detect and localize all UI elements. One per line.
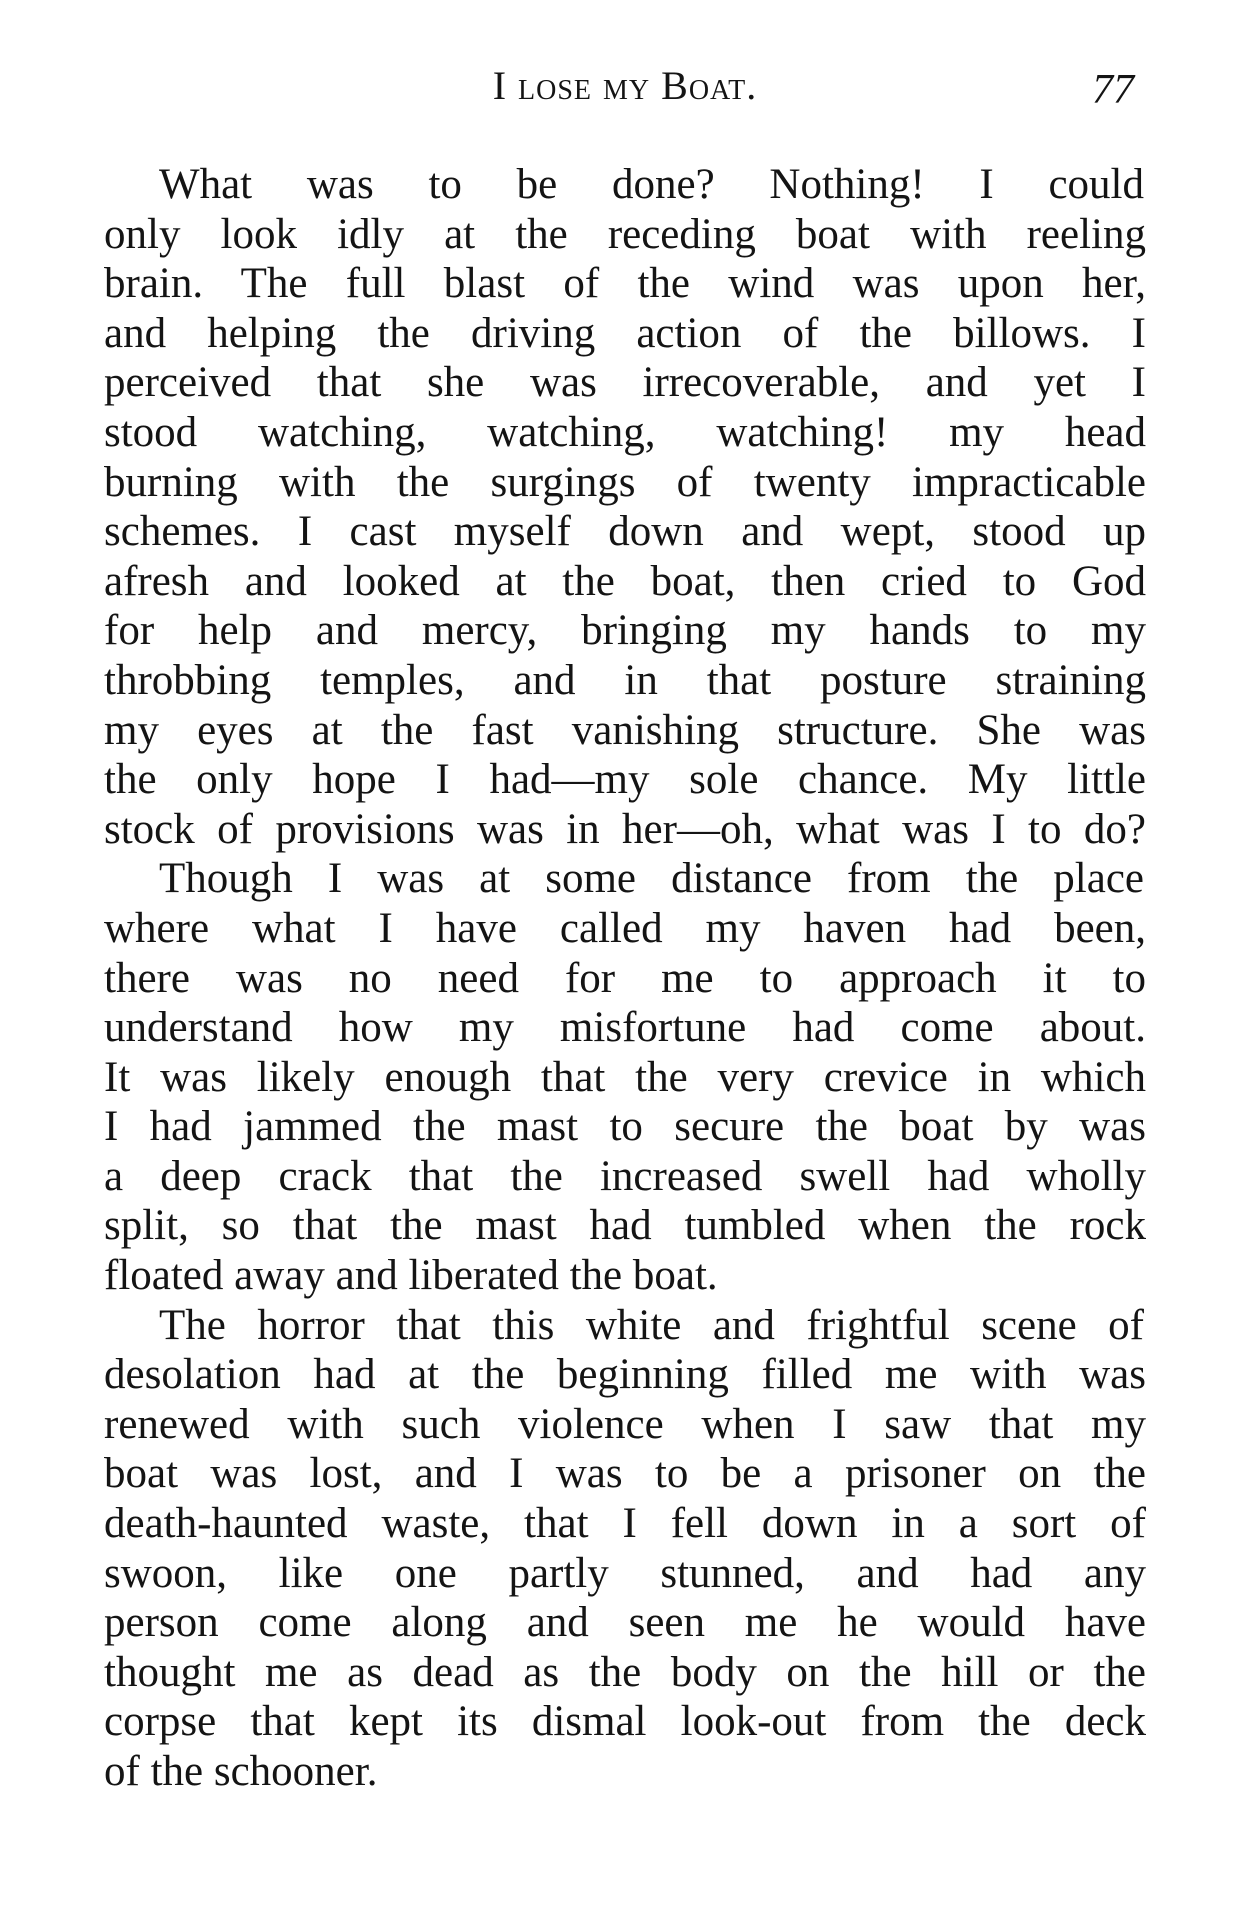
text-line: renewed with such violence when I saw that my — [104, 1400, 1146, 1448]
text-line: It was likely enough that the very crevice in which — [104, 1053, 1146, 1101]
text-line: split, so that the mast had tumbled when the rock — [104, 1202, 1146, 1250]
text-line: where what I have called my haven had been, — [104, 904, 1146, 952]
page-header — [104, 62, 1146, 122]
text-line: a deep crack that the increased swell had wholly — [104, 1152, 1146, 1200]
page-number: 77 — [1092, 67, 1134, 113]
text-line: corpse that kept its dismal look-out from the deck — [104, 1698, 1146, 1746]
text-line: person come along and seen me he would have — [104, 1599, 1146, 1647]
text-line: my eyes at the fast vanishing structure. She was — [104, 706, 1146, 754]
paragraph-3 — [104, 1301, 1146, 1797]
text-line: stock of provisions was in her—oh, what was I to do? — [104, 805, 1146, 853]
text-line: perceived that she was irrecoverable, and yet I — [104, 359, 1146, 407]
text-line: desolation had at the beginning filled me with was — [104, 1351, 1146, 1399]
text-line: death-haunted waste, that I fell down in a sort of — [104, 1500, 1146, 1548]
body-text — [104, 160, 1146, 1797]
paragraph-2 — [104, 854, 1146, 1300]
text-line: Though I was at some distance from the place — [159, 855, 1144, 903]
text-line: for help and mercy, bringing my hands to my — [104, 607, 1146, 655]
paragraph-1 — [104, 160, 1146, 854]
text-line: The horror that this white and frightful scene of — [159, 1301, 1144, 1349]
text-line: boat was lost, and I was to be a prisoner on the — [104, 1450, 1146, 1498]
text-line: the only hope I had—my sole chance. My little — [104, 756, 1146, 804]
text-line: there was no need for me to approach it to — [104, 954, 1146, 1002]
text-line: only look idly at the receding boat with reeling — [104, 210, 1146, 258]
running-title: I lose my Boat. — [492, 63, 758, 108]
text-line: stood watching, watching, watching! my head — [104, 408, 1146, 456]
text-line: What was to be done? Nothing! I could — [159, 161, 1144, 208]
text-line: understand how my misfortune had come about. — [104, 1004, 1146, 1052]
text-line: of the schooner. — [104, 1748, 378, 1795]
text-line: I had jammed the mast to secure the boat by was — [104, 1103, 1146, 1151]
text-line: floated away and liberated the boat. — [104, 1252, 718, 1300]
text-line: and helping the driving action of the billows. I — [104, 309, 1146, 357]
text-line: swoon, like one partly stunned, and had any — [104, 1549, 1146, 1597]
text-line: throbbing temples, and in that posture straining — [104, 656, 1146, 704]
text-line: afresh and looked at the boat, then cried to God — [104, 557, 1146, 605]
text-line: schemes. I cast myself down and wept, stood up — [104, 508, 1146, 556]
text-line: burning with the surgings of twenty impracticable — [104, 458, 1146, 506]
text-line: brain. The full blast of the wind was upon her, — [104, 260, 1146, 308]
text-line: thought me as dead as the body on the hill or the — [104, 1648, 1146, 1696]
